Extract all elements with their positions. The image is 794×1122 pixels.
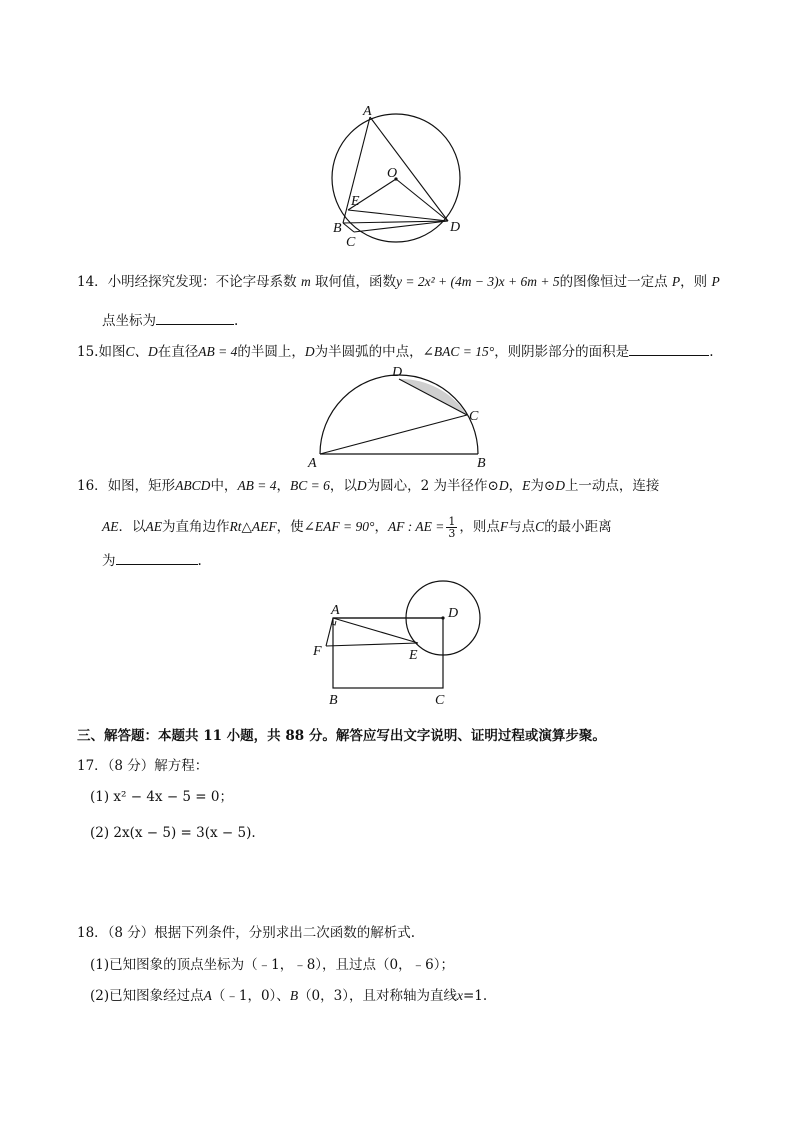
label-d: D <box>450 220 461 235</box>
segment-ad <box>370 117 448 221</box>
label-f: F <box>313 644 322 659</box>
segment-ed <box>348 210 448 221</box>
question-14-line2: 点坐标为 . <box>102 310 238 331</box>
point-d <box>441 616 444 619</box>
figure-rectangle-circle <box>305 580 495 710</box>
segment-dc <box>399 379 467 415</box>
question-18-part1: (1)已知图象的顶点坐标为（﹣1，﹣8），且过点（0，﹣6）； <box>90 957 454 973</box>
label-b: B <box>329 693 338 708</box>
figure-circle-abcde <box>320 95 480 255</box>
label-d: D <box>448 606 459 621</box>
label-c: C <box>435 693 445 708</box>
segment-ae <box>333 618 418 643</box>
answer-blank-15[interactable] <box>629 341 709 356</box>
question-17-part1: (1) x² − 4x − 5 = 0； <box>90 789 234 805</box>
semicircle-arc <box>320 375 478 454</box>
label-b: B <box>333 221 342 236</box>
label-o: O <box>387 166 398 181</box>
formula-14: y = 2x² + (4m − 3)x + 6m + 5 <box>396 274 560 289</box>
question-16-line3: 为 . <box>102 550 202 571</box>
answer-blank-16[interactable] <box>116 550 198 565</box>
question-17-title: 17．（8 分）解方程： <box>77 758 209 774</box>
question-14-line1: 14．小明经探究发现：不论字母系数 m 取何值，函数y = 2x² + (4m − 3)x + 6m + 5的图像恒过一定点 P，则 P <box>77 274 720 290</box>
label-a: A <box>331 603 340 618</box>
segment-ac <box>320 415 467 454</box>
question-18-part2: (2)已知图象经过点A（﹣1，0）、B（0，3），且对称轴为直线x=1. <box>90 988 488 1004</box>
label-c: C <box>469 409 479 424</box>
label-d: D <box>392 365 403 380</box>
segment-od <box>396 179 448 221</box>
label-e: E <box>409 648 418 663</box>
label-a: A <box>363 104 372 119</box>
question-17-part2: (2) 2x(x − 5) = 3(x − 5). <box>90 825 256 841</box>
segment-fe <box>326 643 418 646</box>
answer-blank-14[interactable] <box>156 310 234 325</box>
section-3-heading: 三、解答题：本题共 11 小题，共 88 分。解答应写出文字说明、证明过程或演算步聚。 <box>77 728 606 744</box>
question-18-title: 18．（8 分）根据下列条件，分别求出二次函数的解析式. <box>77 925 416 941</box>
label-b: B <box>477 456 486 471</box>
label-c: C <box>346 235 356 250</box>
question-16-line1: 16．如图，矩形ABCD中，AB = 4，BC = 6，以D为圆心，2 为半径作⊙D，E为⊙D上一动点，连接 <box>77 478 660 494</box>
label-e: E <box>351 194 360 209</box>
rectangle-abcd <box>333 618 443 688</box>
figure-semicircle <box>300 363 500 473</box>
segment-af <box>326 618 333 646</box>
label-a: A <box>308 456 317 471</box>
question-15: 15.如图C、D在直径AB = 4的半圆上，D为半圆弧的中点，∠BAC = 15°，则阴影部分的面积是 . <box>77 341 713 362</box>
fraction-one-third: $\frac{1}{3}$ <box>448 515 456 540</box>
question-16-line2: AE．以AE为直角边作Rt△AEF，使∠EAF = 90°，AF : AE = $\frac{1}{3}$ ，则点F与点C的最小距离 <box>102 515 612 540</box>
